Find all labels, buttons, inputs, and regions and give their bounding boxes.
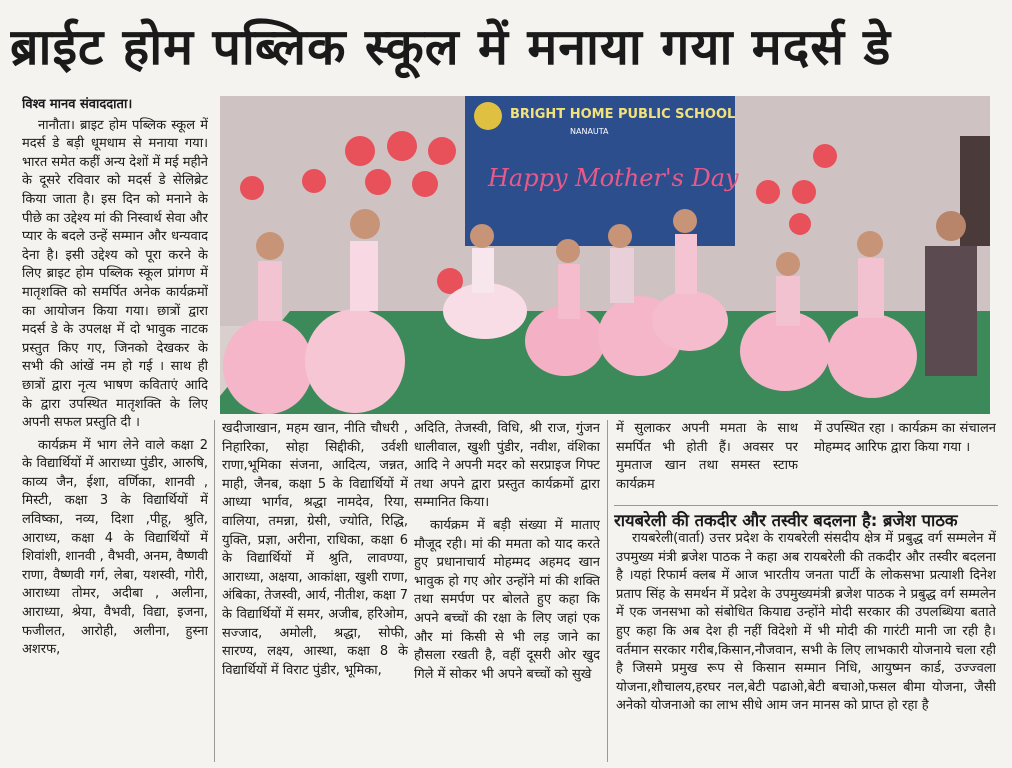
balloon	[756, 180, 780, 204]
article-paragraph: रायबरेली(वार्ता) उत्तर प्रदेश के रायबरेली संसदीय क्षेत्र में प्रबुद्ध वर्ग सम्मलेन में उपमुख्य मंत्री ब्रजेश पाठक ने कहा अब रायबरेली की तकदीर और तस्वीर बदलना है ।यहां रिफार्म क्लब में आज भारतीय जनता पार्टी के लोकसभा प्रत्याशी दिनेश प्रताप सिंह के समर्थन में प्रदेश के उपमुख्यमंत्री ब्रजेश पाठक ने प्रबुद्ध वर्ग सम्मलेन में एक जनसभा को संबोधित कियाद्य उन्होंने मोदी सरकार की उपलब्धिया बताते हुए कहा कि अब देश ही नहीं विदेशो में भी मोदी की गारंटी मानी जा रही है। वर्तमान सरकार गरीब,किसान,नौजवान, सभी के लिए लाभकारी योजनाये चला रही है जिसमे प्रमुख रूप से किसान सम्मान निधि, आयुष्मन कार्ड, उज्ज्वला योजना,शौचालय,हरघर नल,बेटी पढाओ,बेटी बचाओ,फसल बीमा योजना, जैसी अनेको योजनाओ का लाभ सीधे आम जन मानस को प्राप्त हो रहा है	[616, 531, 996, 714]
balloon	[412, 171, 438, 197]
balloon	[387, 131, 417, 161]
article-paragraph: कार्यक्रम में बड़ी संख्या में माताए मौजूद रही। मां की ममता को याद करते हुए प्रधानाचार्य मोहम्मद अहमद खान भावुक हो गए ओर उन्होंने मां की शक्ति तथा समर्पण पर बोलते हुए कहा कि अपने बच्चों की रक्षा के लिए जहां एक और मां किसी से भी लड़ जाने का हौसला रखती है, वहीं दूसरी ओर खुद गिले में सोकर भी अपने बच्चों को सुखे	[414, 517, 600, 682]
article-column-3	[414, 420, 600, 762]
article-paragraph: कार्यक्रम में भाग लेने वाले कक्षा 2 के विद्यार्थियों में आराध्या पुंडीर, आरुषि, काव्य जैन, ईशा, वर्णिका, शानवी , मिस्टी, कक्षा 3 के विद्यार्थियों में लविष्का, नव्य, दिशा ,पीहू, श्रुति, आराध्य, कक्षा 4 के विद्यार्थियों में शिवांशी, शानवी , वैभवी, अनम, वैष्णवी राणा, वैष्णवी गर्ग, लेबा, यशस्वी, गोरी, आराध्या तोमर, अदीबा , अलीना, आराध्या, श्रेया, वैभवी, विद्या, इजना, फजीलत, आरोही, अलीना, हुस्ना अशरफ,	[22, 437, 208, 658]
article-column-2	[222, 420, 408, 762]
article-paragraph: नानौता। ब्राइट होम पब्लिक स्कूल में मदर्स डे बड़ी धूमधाम से मनाया गया। भारत समेत कहीं अन्य देशों में मई महीने के दूसरे रविवार को मदर्स डे सेलिब्रेट किया जाता है। इस दिन को मनाने के पीछे का उद्देश्य मां की निस्वार्थ सेवा और प्यार के बदले उन्हें सम्मान और धन्यवाद देना है। इसी उद्देश्य को पूरा करने के लिए ब्राइट होम पब्लिक स्कूल प्रांगण में मातृशक्ति को समर्पित अनेक कार्यक्रमों का आयोजन किया गया। छात्रों द्वारा मदर्स डे के उपलक्ष में दो भावुक नाटक प्रस्तुत किए गए, जिनको देखकर के सभी की आंखें नम हो गई । साथ ही छात्रों द्वारा नृत्य भाषण कविताएं आदि के द्वारा उपस्थित मातृशक्ति के लिए अपनी सफल प्रस्तुति दी ।	[22, 117, 208, 431]
banner-town: NANAUTA	[570, 127, 609, 136]
column-divider	[607, 420, 608, 762]
balloon	[428, 137, 456, 165]
balloon	[813, 144, 837, 168]
balloon	[345, 136, 375, 166]
balloon	[365, 169, 391, 195]
article-column-4b: में उपस्थित रहा । कार्यक्रम का संचालन मोहम्मद आरिफ द्वारा किया गया ।	[814, 421, 996, 455]
balloon	[240, 176, 264, 200]
headline: ब्राईट होम पब्लिक स्कूल में मनाया गया मदर्स डे	[10, 18, 892, 76]
balloon	[792, 180, 816, 204]
second-article-body	[616, 530, 996, 762]
balloon	[789, 213, 811, 235]
banner-greeting: Happy Mother's Day	[488, 164, 739, 192]
article-column-4a: में सुलाकर अपनी ममता के साथ समर्पित भी होती हैं। अवसर पर मुमताज खान तथा समस्त स्टाफ कार्यक्रम	[616, 421, 798, 492]
school-logo	[474, 102, 502, 130]
banner-school-name: BRIGHT HOME PUBLIC SCHOOL	[510, 107, 736, 122]
article-paragraph: खदीजाखान, महम खान, नीति चौधरी , निहारिका, सोहा सिद्दीकी, उर्वशी राणा,भूमिका संजना, आदित्य, जन्नत, माही, जैनब, कक्षा 5 के विद्यार्थियों में आध्या भार्गव, श्रद्धा नामदेव, रिया, वालिया, तमन्ना, ग्रेसी, ज्योति, रिद्धि, युक्ति, प्रज्ञा, अरीना, राधिका, कक्षा 6 के विद्यार्थियों में श्रुति, लावण्या, आराध्या, अक्षया, आकांक्षा, खुशी राणा, अंबिका, तेजस्वी, आर्य, नीतीश, कक्षा 7 के विद्यार्थियों में समर, अजीब, हरिओम, सज्जाद, अमोली, श्रद्धा, सोफी, सारण्य, लक्ष्य, आस्था, कक्षा 8 के विद्यार्थियों में विराट पुंडीर, भूमिका,	[222, 421, 408, 678]
event-photo	[220, 96, 990, 414]
article-column-1	[22, 96, 208, 762]
byline: विश्व मानव संवाददाता।	[22, 97, 133, 112]
column-divider	[214, 420, 215, 762]
article-column-4	[616, 420, 996, 506]
second-article-headline: रायबरेली की तकदीर और तस्वीर बदलना है: ब्रजेश पाठक	[614, 511, 958, 530]
event-photo-graphic	[220, 96, 990, 414]
article-paragraph: अदिति, तेजस्वी, विधि, श्री राज, गुंजन धालीवाल, खुशी पुंडीर, नवीश, वंशिका आदि ने अपनी मदर को सरप्राइज गिफ्ट तथा अपने द्वारा प्रस्तुत कार्यक्रमों द्वारा सम्मानित किया।	[414, 421, 600, 511]
section-divider	[614, 505, 998, 506]
balloon	[302, 169, 326, 193]
